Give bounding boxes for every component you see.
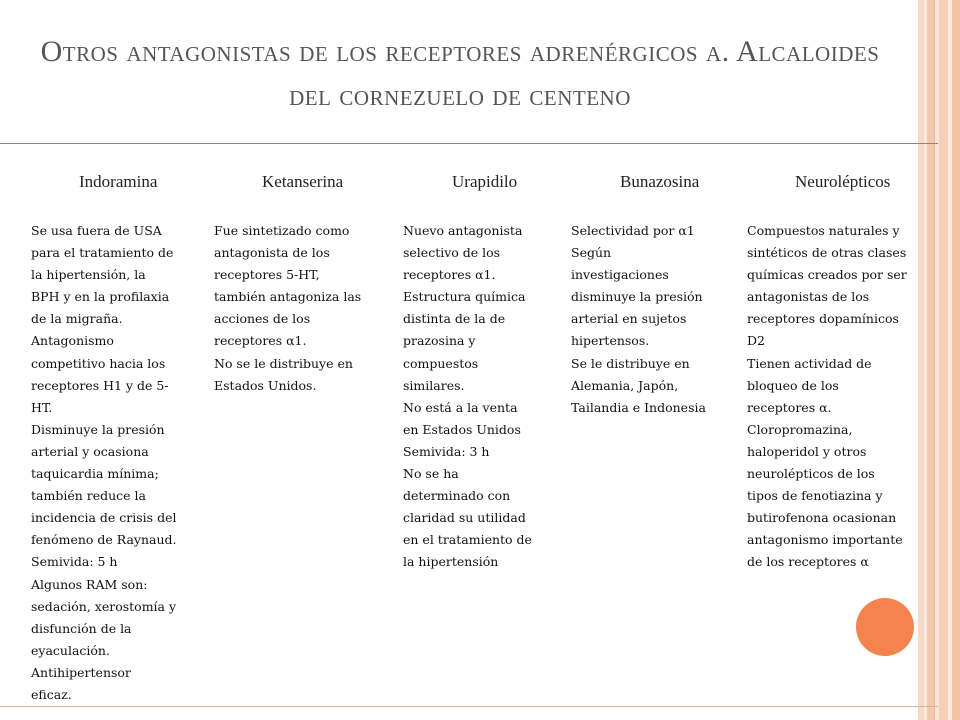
column-header-urapidilo: Urapidilo bbox=[452, 172, 518, 191]
column-header-bunazosina: Bunazosina bbox=[620, 172, 700, 191]
column-text-urapidilo: Nuevo antagonista selectivo de los receptores α1. Estructura química distinta de la de prazosina y compuestos similares. No está a la venta en Estados Unidos Semivida: 3 h No se ha determinado con claridad su utilidad en el tratamiento de la hipertensión bbox=[403, 223, 532, 570]
title-divider bbox=[0, 143, 938, 144]
decorative-circle bbox=[856, 598, 914, 656]
column-text-ketanserina: Fue sintetizado como antagonista de los receptores 5-HT, también antagoniza las acciones de los receptores α1. No se le distribuye en Estados Unidos. bbox=[214, 223, 362, 393]
slide-title: Otros antagonistas de los receptores adrenérgicos a. Alcaloides del cornezuelo de centeno bbox=[40, 35, 880, 112]
column-header-ketanserina: Ketanserina bbox=[262, 172, 344, 191]
bottom-divider bbox=[0, 706, 938, 707]
column-header-indoramina: Indoramina bbox=[79, 172, 158, 191]
column-text-indoramina: Se usa fuera de USA para el tratamiento de la hipertensión, la BPH y en la profilaxia de la migraña. Antagonismo competitivo hacia los receptores H1 y de 5- HT. Disminuye la presión arterial y ocasiona taquicardia mínima; también reduce la incidencia de crisis del fenómeno de Raynaud. Semivida: 5 h Algunos RAM son: sedación, xerostomía y disfunción de la eyaculación. Antihipertensor eficaz. bbox=[31, 223, 177, 702]
column-header-neurolepticos: Neurolépticos bbox=[795, 172, 891, 191]
column-text-neurolepticos: Compuestos naturales y sintéticos de otras clases químicas creados por ser antagonistas de los receptores dopamínicos D2 Tienen actividad de bloqueo de los receptores α. Cloropromazina, haloperidol y otros neurolépticos de los tipos de fenotiazina y butirofenona ocasionan antagonismo importante de los receptores α bbox=[747, 223, 907, 570]
column-text-bunazosina: Selectividad por α1 Según investigaciones disminuye la presión arterial en sujetos hipertensos. Se le distribuye en Alemania, Japón, Tailandia e Indonesia bbox=[571, 223, 706, 415]
